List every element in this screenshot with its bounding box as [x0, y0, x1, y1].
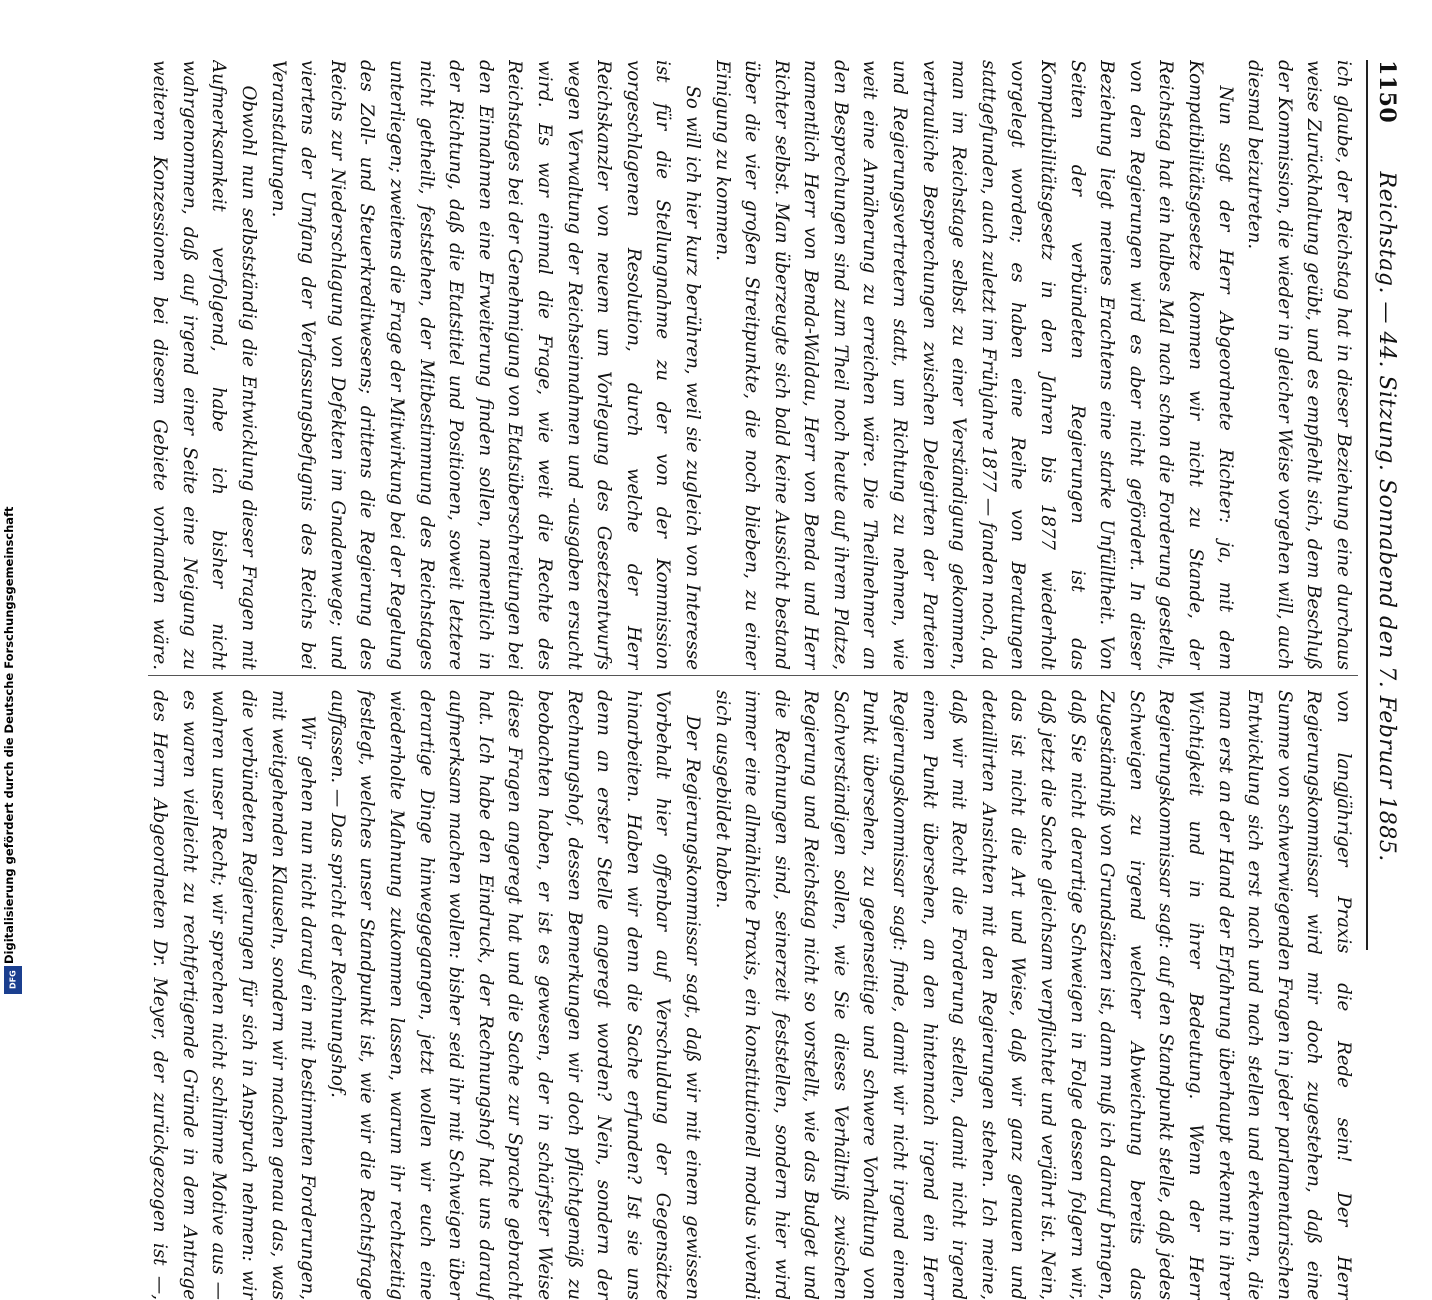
left-column — [148, 60, 1358, 670]
paragraph: So will ich hier kurz berühren, weil sie zugleich von Interesse ist für die Stellungnahme zu der von der Kommission vorgeschlagenen Resolution, durch welche der Herr Reichskanzler von neuem um Vorlegung des Gesetzentwurfs wegen Verwaltung der Reichseinnahmen und -ausgaben ersucht wird. Es war einmal die Frage, wie weit die Rechte des Reichstages bei der Genehmigung von Etatsüberschreitungen bei den Einnahmen eine Erweiterung finden sollen, namentlich in der Richtung, daß die Etatstitel und Positionen, soweit letztere nicht getheilt, feststehen, der Mitbestimmung des Reichstages unterliegen; zweitens die Frage der Mitwirkung bei der Regelung des Zoll- und Steuerkreditwesens; drittens die Regierung des Reichs zur Niederschlagung von Defekten im Gnadenwege; und viertens der Umfang der Verfassungsbefugnis des Reichs bei Veranstaltungen. — [267, 60, 703, 670]
paragraph: Der Regierungskommissar sagt, daß wir mit einem gewissen Vorbehalt hier offenbar auf Verschuldung der Gegensätze hinarbeiten. Haben wir denn die Sache erfunden? Ist sie uns denn an erster Stelle angeregt worden? Nein, sondern der Rechnungshof, dessen Bemerkungen wir doch pflichtgemäß zu beobachten haben, er ist es gewesen, der in schärfster Weise diese Fragen angeregt hat und die Sache zur Sprache gebracht hat. Ich habe den Eindruck, der Rechnungshof hat uns darauf aufmerksam machen wollen: bisher seid ihr mit Schweigen über derartige Dinge hinweggegangen, jetzt wollen wir euch eine wiederholte Mahnung zukommen lassen, warum ihr rechtzeitig festlegt, welches unser Standpunkt ist, wie wir die Rechtsfrage auffassen. — Das spricht der Rechnungshof. — [326, 690, 703, 1300]
right-column — [148, 690, 1358, 1300]
column-divider — [148, 675, 1358, 676]
paragraph: ich glaube, der Reichstag hat in dieser Beziehung eine durchaus weise Zurückhaltung geübt, und es empfiehlt sich, dem Beschluß der Kommission, die wieder in gleicher Weise vorgehen will, auch diesmal beizutreten. — [1244, 60, 1354, 670]
running-title: Reichstag. — 44. Sitzung. Sonnabend den 7. Februar 1885. — [1374, 171, 1400, 862]
paragraph: von langjähriger Praxis die Rede sein! Der Herr Regierungskommissar wird mir doch zugestehen, daß eine Summe von schwerwiegenden Fragen in jeder parlamentarischen Entwicklung sich erst nach und nach stellen und erkennen, die man erst an der Hand der Erfahrung überhaupt erkennt in ihrer Wichtigkeit und in ihrer Bedeutung. Wenn der Herr Regierungskommissar sagt: auf den Standpunkt stelle, daß jedes Schweigen zu irgend welcher Abweichung bereits das Zugeständniß von Grundsätzen ist, dann muß ich darauf bringen, daß Sie nicht derartige Schweigen in Folge dessen folgern wir, daß jetzt die Sache gleichsam verpflichtet und verjährt ist. Nein, das ist nicht die Art und Weise, daß wir ganz genauen und detaillirten Ansichten mit den Regierungen stehen. Ich meine, daß wir mit Recht die Forderung stellen, damit nicht irgend einen Punkt übersehen, an den hintennach irgend ein Herr Regierungskommissar sagt: finde, damit wir nicht irgend einen Punkt übersehen, zu gegenseitige und schwere Vorhaltung von Sachverständigen sollen, wie Sie dieses Verhältniß zwischen Regierung und Reichstag nicht so vorstellt, wie das Budget und die Rechnungen sind, seinerzeit feststellen, sondern hier wird immer eine allmähliche Praxis, ein konstitutionell modus vivendi sich ausgebildet haben. — [711, 690, 1354, 1300]
digitization-credit: Digitalisierung gefördert durch die Deutsche Forschungsgemeinschaft — [2, 506, 16, 964]
page-header — [1370, 60, 1404, 950]
page-number: 1150 — [1374, 60, 1400, 124]
scanned-page — [112, 20, 1412, 1300]
paragraph: Obwohl nun selbstständig die Entwicklung dieser Fragen mit Aufmerksamkeit verfolgend, habe ich bisher nicht wahrgenommen, daß auf irgend einer Seite eine Neigung zu weiteren Konzessionen bei diesem Gebiete vorhanden wäre. — [149, 60, 260, 670]
header-rule — [1366, 60, 1368, 950]
paragraph: Nun sagt der Herr Abgeordnete Richter: ja, mit dem Kompatibilitätsgesetze kommen wir nicht zu Stande, der Reichstag hat ein halbes Mal nach schon die Forderung gestellt, von den Regierungen wird es aber nicht gefördert. In dieser Beziehung liegt meines Erachtens eine starke Unfülltheit. Von Seiten der verbündeten Regierungen ist das Kompatibilitätsgesetz in den Jahren bis 1877 wiederholt vorgelegt worden; es haben eine Reihe von Beratungen stattgefunden, auch zuletzt im Frühjahre 1877 — fanden noch, da man im Reichstage selbst zu einer Verständigung gekommen, vertrauliche Besprechungen zwischen Delegirten der Parteien und Regierungsvertretern statt, um Richtung zu nehmen, wie weit eine Annäherung zu erreichen wäre. Die Theilnehmer an den Besprechungen sind zum Theil noch heute auf ihrem Platze, namentlich Herr von Benda-Waldau, Herr von Benda und Herr Richter selbst. Man überzeugte sich bald keine Aussicht bestand über die vier großen Streitpunkte, die noch blieben, zu einer Einigung zu kommen. — [711, 60, 1236, 670]
paragraph: Wir gehen nun nicht darauf ein mit bestimmten Forderungen, mit weitgehenden Klauseln, sondern wir machen genau das, was die verbündeten Regierungen für sich in Anspruch nehmen: wir wahren unser Recht; wir sprechen nicht schlimme Motive aus — es waren vielleicht zu rechtfertigende Gründe in dem Antrage des Herrn Abgeordneten Dr. Meyer, der zurückgezogen ist —, — [149, 690, 319, 1300]
dfg-logo-icon: DFG — [4, 966, 22, 994]
